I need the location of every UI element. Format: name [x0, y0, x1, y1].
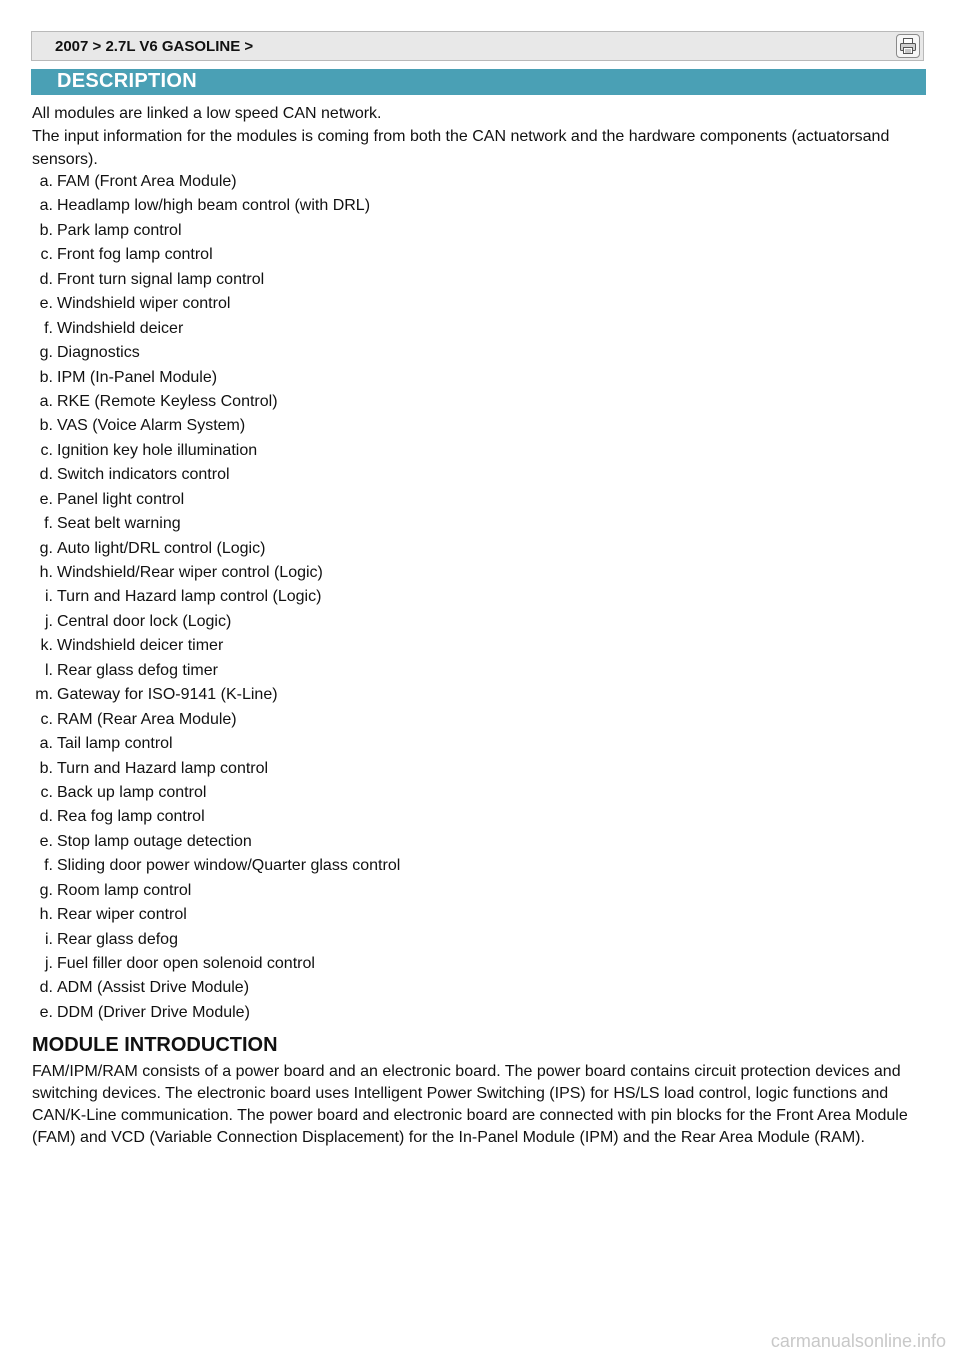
list-marker: b.	[39, 417, 53, 435]
list-item-text: Rear glass defog timer	[57, 661, 218, 679]
list-item-text: Front turn signal lamp control	[57, 270, 265, 288]
list-item	[0, 928, 960, 952]
list-item	[0, 317, 960, 341]
print-button[interactable]	[896, 34, 920, 58]
list-item-text: Auto light/DRL control (Logic)	[57, 539, 266, 557]
list-marker: i.	[45, 930, 53, 948]
list-item	[0, 757, 960, 781]
list-item-text: Ignition key hole illumination	[57, 441, 258, 459]
intro-text	[32, 102, 927, 171]
list-marker: j.	[45, 612, 53, 630]
module-introduction-paragraph: FAM/IPM/RAM consists of a power board and an electronic board. The power board contains circuit protection devices and switching devices. The electronic board uses Intelligent Power Switching (IPS) for HS/LS load control, logic functions and CAN/K-Line communication. The power board and electronic board are connected with pin blocks for the Front Area Module (FAM) and VCD (Variable Connection Displacement) for the In-Panel Module (IPM) and the Rear Area Module (RAM).	[32, 1063, 908, 1146]
list-item	[0, 512, 960, 536]
intro-line: All modules are linked a low speed CAN network.	[32, 105, 382, 122]
list-item	[0, 903, 960, 927]
list-item-text: Diagnostics	[57, 344, 140, 362]
list-marker: d.	[39, 270, 53, 288]
list-marker: d.	[39, 808, 53, 826]
list-marker: e.	[39, 832, 53, 850]
list-marker: c.	[40, 783, 53, 801]
list-item-text: Seat belt warning	[57, 515, 181, 533]
list-item	[0, 610, 960, 634]
list-item-text: DDM (Driver Drive Module)	[57, 1003, 250, 1021]
list-marker: f.	[44, 515, 53, 533]
list-marker: b.	[39, 368, 53, 386]
list-marker: b.	[39, 221, 53, 239]
list-marker: k.	[40, 637, 53, 655]
list-marker: a.	[39, 392, 53, 410]
list-item-text: Tail lamp control	[57, 735, 173, 753]
list-item	[0, 732, 960, 756]
list-marker: g.	[39, 344, 53, 362]
list-marker: b.	[39, 759, 53, 777]
list-item-text: Park lamp control	[57, 221, 182, 239]
list-item-text: Headlamp low/high beam control (with DRL)	[57, 197, 371, 215]
list-item-text: Central door lock (Logic)	[57, 612, 232, 630]
list-item	[0, 390, 960, 414]
breadcrumb: 2007 > 2.7L V6 GASOLINE >	[55, 38, 254, 55]
list-marker: a.	[39, 735, 53, 753]
list-item-text: Panel light control	[57, 490, 185, 508]
list-marker: d.	[39, 979, 53, 997]
list-marker: e.	[39, 295, 53, 313]
list-item-text: Windshield deicer timer	[57, 637, 224, 655]
list-item-text: Windshield deicer	[57, 319, 184, 337]
list-item	[0, 1001, 960, 1025]
list-marker: m.	[35, 686, 53, 704]
list-marker: a.	[39, 173, 53, 190]
list-item-text: Turn and Hazard lamp control	[57, 759, 269, 777]
list-marker: i.	[45, 588, 53, 606]
list-marker: l.	[45, 661, 53, 679]
list-item	[0, 488, 960, 512]
list-item	[0, 830, 960, 854]
intro-line: The input information for the modules is coming from both the CAN network and the hardware components (actuatorsand sensors).	[32, 128, 890, 168]
list-item-text: Room lamp control	[57, 881, 192, 899]
list-item-text: Fuel filler door open solenoid control	[57, 955, 315, 972]
list-marker: h.	[39, 906, 53, 924]
list-marker: f.	[44, 319, 53, 337]
list-marker: a.	[39, 197, 53, 215]
section-header	[31, 69, 926, 95]
list-marker: c.	[40, 710, 53, 728]
list-marker: g.	[39, 539, 53, 557]
list-item-text: RKE (Remote Keyless Control)	[57, 392, 278, 410]
list-item	[0, 879, 960, 903]
list-item	[0, 585, 960, 609]
list-item	[0, 219, 960, 243]
list-marker: c.	[40, 246, 53, 264]
list-item-text: Gateway for ISO-9141 (K-Line)	[57, 686, 278, 704]
list-marker: d.	[39, 466, 53, 484]
list-item	[0, 537, 960, 561]
breadcrumb-bar	[31, 31, 924, 61]
list-item	[0, 243, 960, 267]
list-item	[0, 292, 960, 316]
list-item-text: Front fog lamp control	[57, 246, 213, 264]
watermark: carmanualsonline.info	[770, 1331, 946, 1351]
list-item-text: RAM (Rear Area Module)	[57, 710, 237, 728]
list-item-text: Rear wiper control	[57, 906, 187, 924]
list-item-text: VAS (Voice Alarm System)	[57, 417, 246, 435]
list-item	[0, 341, 960, 365]
list-item-text: FAM (Front Area Module)	[57, 173, 237, 190]
list-item	[0, 439, 960, 463]
list-item	[0, 854, 960, 878]
list-item-text: Rear glass defog	[57, 930, 178, 948]
list-item-text: Stop lamp outage detection	[57, 832, 252, 850]
module-function-list	[0, 170, 960, 1025]
list-item-text: Windshield wiper control	[57, 295, 231, 313]
list-marker: c.	[40, 441, 53, 459]
section-title: DESCRIPTION	[57, 70, 197, 92]
list-item	[0, 561, 960, 585]
list-item-text: IPM (In-Panel Module)	[57, 368, 218, 386]
list-item	[0, 170, 960, 194]
list-item-text: ADM (Assist Drive Module)	[57, 979, 250, 997]
list-item	[0, 414, 960, 438]
list-item	[0, 952, 960, 976]
list-marker: g.	[39, 881, 53, 899]
list-marker: f.	[44, 857, 53, 875]
list-marker: h.	[39, 564, 53, 581]
list-marker: j.	[45, 955, 53, 972]
list-marker: e.	[39, 490, 53, 508]
list-item-text: Sliding door power window/Quarter glass control	[57, 857, 401, 875]
list-item-text: Rea fog lamp control	[57, 808, 205, 826]
list-item	[0, 366, 960, 390]
list-item-text: Windshield/Rear wiper control (Logic)	[57, 564, 323, 581]
list-item	[0, 659, 960, 683]
list-item	[0, 781, 960, 805]
list-item-text: Back up lamp control	[57, 783, 207, 801]
list-item	[0, 683, 960, 707]
list-marker: e.	[39, 1003, 53, 1021]
printer-icon	[899, 37, 917, 55]
module-introduction-heading: MODULE INTRODUCTION	[32, 1034, 278, 1056]
list-item	[0, 805, 960, 829]
list-item-text: Switch indicators control	[57, 466, 230, 484]
list-item-text: Turn and Hazard lamp control (Logic)	[57, 588, 322, 606]
list-item	[0, 976, 960, 1000]
list-item	[0, 194, 960, 218]
list-item	[0, 463, 960, 487]
list-item	[0, 634, 960, 658]
list-item	[0, 268, 960, 292]
list-item	[0, 708, 960, 732]
